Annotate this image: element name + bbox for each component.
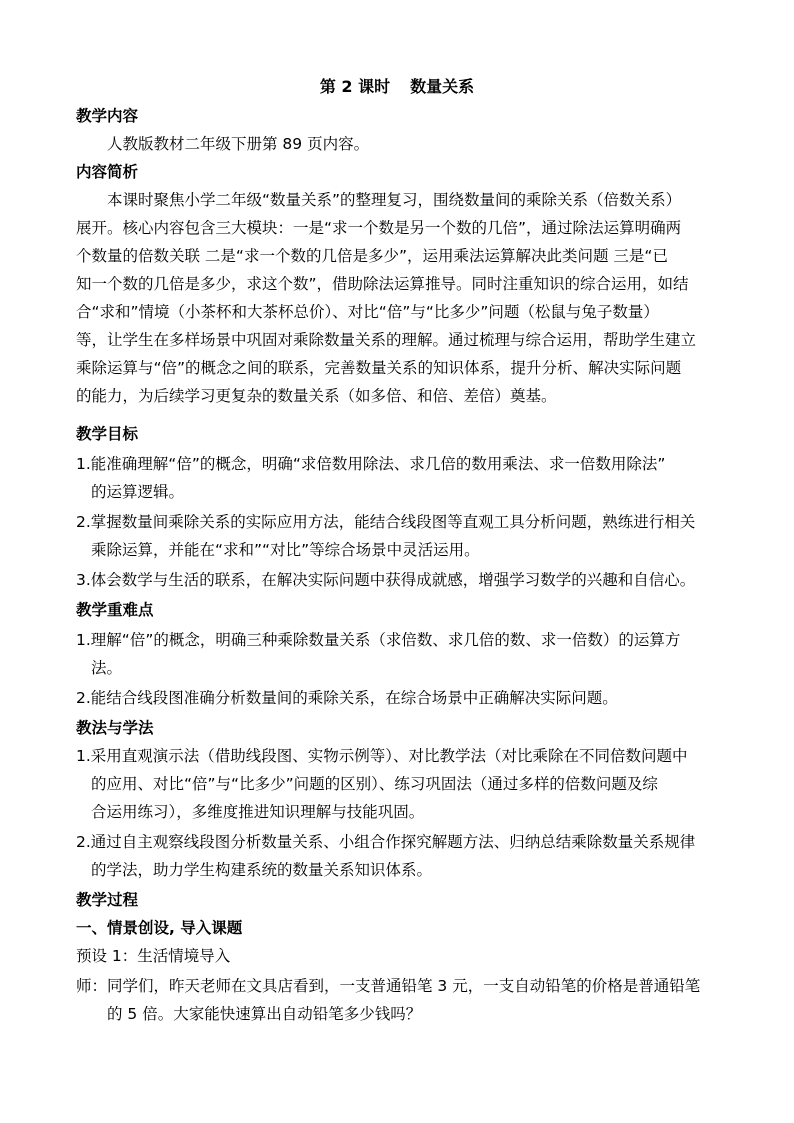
goal-line: 1.能准确理解“倍”的概念，明确“求倍数用除法、求几倍的数用乘法、求一倍数用除法” (76, 455, 666, 473)
section-heading-process: 教学过程 (76, 891, 139, 909)
brief-line: 个数量的倍数关联 二是“求一个数的几倍是多少”，运用乘法运算解决此类问题 三是“已 (76, 247, 668, 265)
goal-line: 的运算逻辑。 (91, 483, 185, 501)
section-heading-content: 教学内容 (76, 107, 139, 125)
key-point-line: 法。 (91, 659, 123, 677)
section-heading-goals: 教学目标 (76, 425, 139, 443)
section-heading-methods: 教法与学法 (76, 719, 154, 737)
brief-line: 知一个数的几倍是多少，求这个数”，借助除法运算推导。同时注重知识的综合运用，如结 (76, 275, 689, 293)
brief-line: 本课时聚焦小学二年级“数量关系”的整理复习，围绕数量间的乘除关系（倍数关系） (107, 191, 682, 209)
section-heading-key-points: 教学重难点 (76, 601, 154, 619)
brief-line: 等，让学生在多样场景中巩固对乘除数量关系的理解。通过梳理与综合运用，帮助学生建立 (76, 331, 697, 349)
lesson-number: 第 2 课时 (319, 77, 391, 96)
method-line: 合运用练习），多维度推进知识理解与技能巩固。 (91, 803, 425, 821)
brief-line: 乘除运算与“倍”的概念之间的联系，完善数量关系的知识体系，提升分析、解决实际问题 (76, 359, 682, 377)
content-text: 人教版教材二年级下册第 89 页内容。 (107, 135, 370, 153)
method-line: 的学法，助力学生构建系统的数量关系知识体系。 (91, 861, 433, 879)
goal-line: 3.体会数学与生活的联系，在解决实际问题中获得成就感，增强学习数学的兴趣和自信心。 (76, 571, 696, 589)
brief-line: 的能力，为后续学习更复杂的数量关系（如多倍、和倍、差倍）奠基。 (76, 387, 557, 405)
method-line: 1.采用直观演示法（借助线段图、实物示例等）、对比教学法（对比乘除在不同倍数问题中 (76, 747, 688, 765)
goal-line: 2.掌握数量间乘除关系的实际应用方法，能结合线段图等直观工具分析问题，熟练进行相关 (76, 513, 696, 531)
brief-line: 合“求和”情境（小茶杯和大茶杯总价）、对比“倍”与“比多少”问题（松鼠与兔子数量） (76, 303, 659, 321)
key-point-line: 2.能结合线段图准确分析数量间的乘除关系，在综合场景中正确解决实际问题。 (76, 689, 618, 707)
teacher-line: 师：同学们，昨天老师在文具店看到，一支普通铅笔 3 元，一支自动铅笔的价格是普通铅笔 (76, 977, 701, 995)
page-title (0, 76, 794, 98)
key-point-line: 1.理解“倍”的概念，明确三种乘除数量关系（求倍数、求几倍的数、求一倍数）的运算方 (76, 631, 681, 649)
lesson-topic: 数量关系 (410, 77, 475, 96)
section-heading-brief: 内容简析 (76, 163, 139, 181)
method-line: 的应用、对比“倍”与“比多少”问题的区别）、练习巩固法（通过多样的倍数问题及综 (91, 775, 658, 793)
teacher-line: 的 5 倍。大家能快速算出自动铅笔多少钱吗？ (107, 1005, 422, 1023)
goal-line: 乘除运算，并能在“求和”“对比”等综合场景中灵活运用。 (91, 541, 480, 559)
preset-label: 预设 1：生活情境导入 (76, 947, 231, 965)
step-heading: 一、情景创设, 导入课题 (76, 919, 243, 937)
method-line: 2.通过自主观察线段图分析数量关系、小组合作探究解题方法、归纳总结乘除数量关系规律 (76, 833, 696, 851)
brief-line: 展开。核心内容包含三大模块：一是“求一个数是另一个数的几倍”，通过除法运算明确两 (76, 219, 682, 237)
